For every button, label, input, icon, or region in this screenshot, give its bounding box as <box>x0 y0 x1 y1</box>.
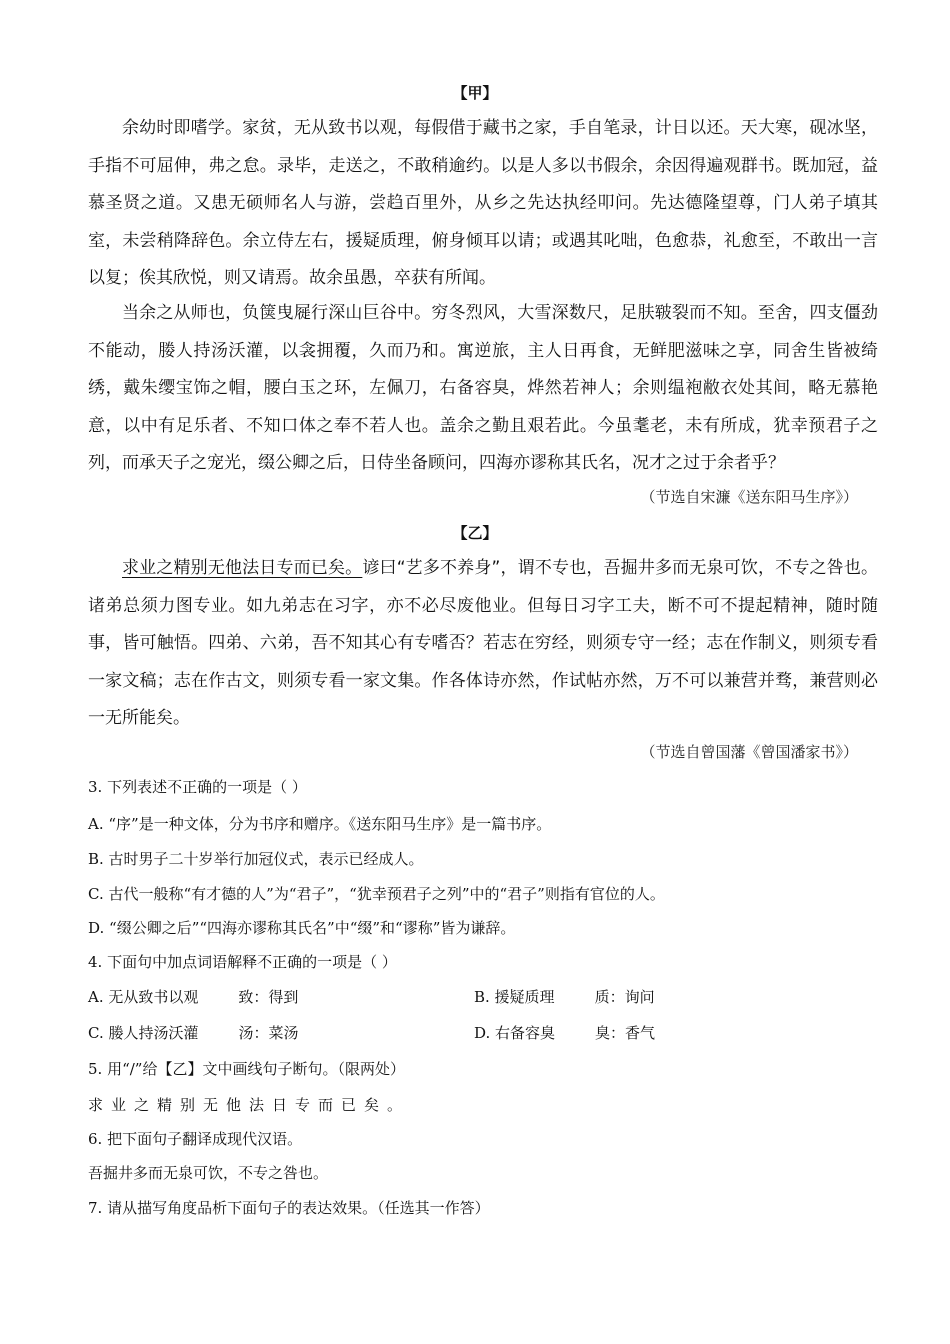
passage-a-source: （节选自宋濂《送东阳马生序》） <box>640 488 858 506</box>
passage-b-heading: 【乙】 <box>452 524 498 542</box>
q4b-label: B. 援疑质理 <box>474 988 555 1006</box>
question-5-sentence: 求业之精别无他法日专而已矣。 <box>88 1096 411 1114</box>
passage-b-source: （节选自曾国藩《曾国潘家书》） <box>640 743 858 761</box>
question-3-option-b: B. 古时男子二十岁举行加冠仪式，表示已经成人。 <box>88 850 424 868</box>
q4a-label: A. 无从致书以观 <box>88 988 199 1006</box>
underlined-sentence: 求业之精别无他法日专而已矣。 <box>122 558 363 578</box>
q4a-gloss: 致：得到 <box>238 988 299 1006</box>
passage-b-text: 谚曰“艺多不养身”，谓不专也，吾掘井多而无泉可饮，不专之咎也。诸弟总须力图专业。如九弟志在习字，亦不必尽废他业。但每日习字工夫，断不可不提起精神，随时随事，皆可触悟。四弟、六弟，吾不知其心有专嗜否？若志在穷经，则须专守一经；志在作制义，则须专看一家文稿；志在作古文，则须专看一家文集。作各体诗亦然，作试帖亦然，万不可以兼营并骛，兼营则必一无所能矣。 <box>88 558 879 728</box>
question-4-option-d <box>474 1022 655 1043</box>
q4d-label: D. 右备容臭 <box>474 1024 556 1042</box>
q4c-label: C. 媵人持汤沃灌 <box>88 1024 199 1042</box>
q4b-gloss: 质：询问 <box>594 988 655 1006</box>
q4d-gloss: 臭：香气 <box>595 1024 656 1042</box>
question-6-sentence: 吾掘井多而无泉可饮，不专之咎也。 <box>88 1164 329 1182</box>
passage-b-paragraph <box>88 550 878 738</box>
question-6: 6. 把下面句子翻译成现代汉语。 <box>88 1130 303 1148</box>
question-3-option-c: C. 古代一般称“有才德的人”为“君子”，“犹幸预君子之列”中的“君子”则指有官位的人。 <box>88 885 665 903</box>
question-3: 3. 下列表述不正确的一项是（ ） <box>88 778 307 796</box>
q4c-gloss: 汤：菜汤 <box>238 1024 299 1042</box>
passage-a-paragraph-2: 当余之从师也，负箧曳屣行深山巨谷中。穷冬烈风，大雪深数尺，足肤皲裂而不知。至舍，四支僵劲不能动，媵人持汤沃灌，以衾拥覆，久而乃和。寓逆旅，主人日再食，无鲜肥滋味之享，同舍生皆被绮绣，戴朱缨宝饰之帽，腰白玉之环，左佩刀，右备容臭，烨然若神人；余则缊袍敝衣处其间，略无慕艳意，以中有足乐者、不知口体之奉不若人也。盖余之勤且艰若此。今虽耄老，未有所成，犹幸预君子之列，而承天子之宠光，缀公卿之后，日侍坐备顾问，四海亦谬称其氏名，况才之过于余者乎？ <box>88 303 878 473</box>
passage-a-paragraph-1: 余幼时即嗜学。家贫，无从致书以观，每假借于藏书之家，手自笔录，计日以还。天大寒，砚冰坚，手指不可屈伸，弗之怠。录毕，走送之，不敢稍逾约。以是人多以书假余，余因得遍观群书。既加冠，益慕圣贤之道。又患无硕师名人与游，尝趋百里外，从乡之先达执经叩问。先达德隆望尊，门人弟子填其室，未尝稍降辞色。余立侍左右，援疑质理，俯身倾耳以请；或遇其叱咄，色愈恭，礼愈至，不敢出一言以复；俟其欣悦，则又请焉。故余虽愚，卒获有所闻。 <box>88 118 878 288</box>
question-5: 5. 用“/”给【乙】文中画线句子断句。（限两处） <box>88 1060 405 1078</box>
question-3-option-a: A. “序”是一种文体，分为书序和赠序。《送东阳马生序》是一篇书序。 <box>88 815 552 833</box>
passage-a-heading: 【甲】 <box>452 84 498 102</box>
question-3-option-d: D. “缀公卿之后”“四海亦谬称其氏名”中“缀”和“谬称”皆为谦辞。 <box>88 919 516 937</box>
question-4-option-b <box>474 986 655 1007</box>
question-4: 4. 下面句中加点词语解释不正确的一项是（ ） <box>88 953 397 971</box>
question-7: 7. 请从描写角度品析下面句子的表达效果。（任选其一作答） <box>88 1199 490 1217</box>
